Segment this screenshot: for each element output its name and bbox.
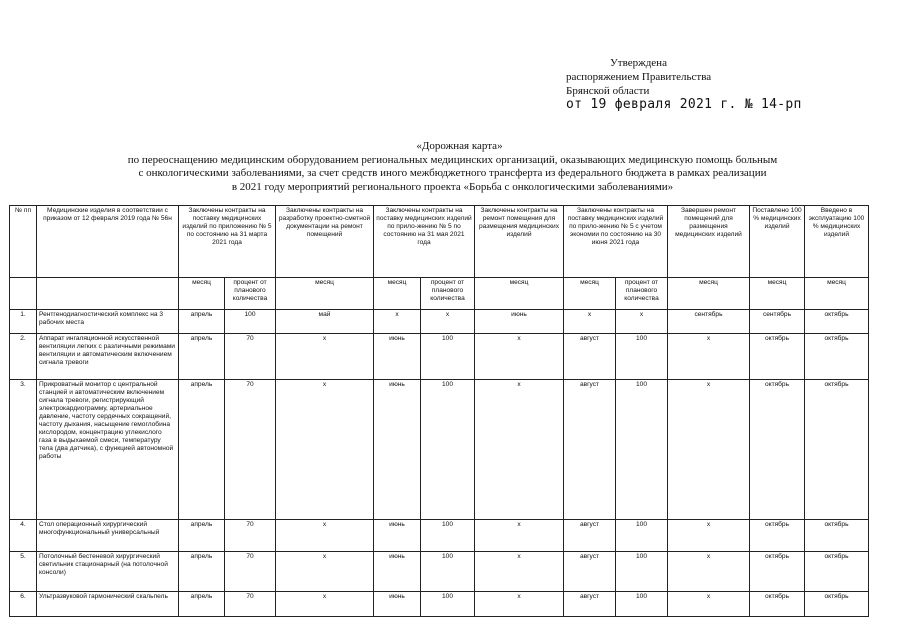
title-line2: по переоснащению медицинским оборудованием региональных медицинских организаций, оказывающих медицинскую помощь больным — [127, 153, 778, 166]
row-cell: х — [564, 310, 616, 334]
row-cell: 70 — [225, 592, 276, 617]
subheader-month: месяц — [805, 278, 869, 310]
subheader-empty — [10, 278, 37, 310]
row-cell: х — [475, 334, 564, 380]
approval-line1: Утверждена — [610, 57, 667, 69]
table-row — [10, 310, 869, 334]
row-item-name: Ультразвуковой гармонический скальпель — [37, 592, 179, 617]
row-cell: октябрь — [805, 552, 869, 592]
subheader-month: месяц — [374, 278, 421, 310]
row-cell: август — [564, 334, 616, 380]
row-number: 3. — [10, 380, 37, 520]
row-cell: июнь — [374, 592, 421, 617]
row-cell: август — [564, 592, 616, 617]
row-item-name: Прикроватный монитор с центральной станцией и автоматическим включением сигнала тревоги, регистрирующий электрокардиограмму, артериальное давление, частоту сердечных сокращений, частоту дыхания, насыщение гемоглобина кислородом, концентрацию углекислого газа в выдыхаемой смеси, температуру тела (два датчика), с функцией автономной работы — [37, 380, 179, 520]
row-cell: октябрь — [750, 520, 805, 552]
row-cell: октябрь — [750, 592, 805, 617]
title-line4: в 2021 году мероприятий регионального проекта «Борьба с онкологическими заболеваниями» — [231, 180, 674, 193]
table-row — [10, 380, 869, 520]
roadmap-table — [9, 205, 869, 617]
title-line1: «Дорожная карта» — [416, 140, 503, 152]
row-cell: апрель — [179, 552, 225, 592]
row-cell: апрель — [179, 310, 225, 334]
row-number: 1. — [10, 310, 37, 334]
row-number: 6. — [10, 592, 37, 617]
row-cell: 100 — [616, 520, 668, 552]
row-cell: х — [668, 334, 750, 380]
row-cell: июнь — [374, 380, 421, 520]
row-cell: июнь — [475, 310, 564, 334]
row-cell: апрель — [179, 334, 225, 380]
row-cell: х — [276, 334, 374, 380]
subheader-month: месяц — [750, 278, 805, 310]
row-cell: июнь — [374, 520, 421, 552]
document-title — [0, 140, 905, 194]
row-cell: х — [475, 552, 564, 592]
row-cell: май — [276, 310, 374, 334]
row-item-name: Стол операционный хирургический многофункциональный универсальный — [37, 520, 179, 552]
table-row — [10, 334, 869, 380]
header-operated: Введено в эксплуатацию 100 % медицинских изделий — [805, 206, 869, 278]
row-cell: х — [668, 520, 750, 552]
row-cell: 100 — [616, 380, 668, 520]
row-cell: х — [276, 552, 374, 592]
approval-line2: распоряжением Правительства — [566, 71, 712, 83]
row-cell: х — [276, 380, 374, 520]
row-cell: сентябрь — [750, 310, 805, 334]
row-cell: х — [475, 380, 564, 520]
row-cell: 100 — [616, 592, 668, 617]
header-contracts-supply3: Заключены контракты на поставку медицинских изделий по прило-жению № 5 с учетом экономии по состоянию на 30 июня 2021 года — [564, 206, 668, 278]
header-delivered: Поставлено 100 % медицинских изделий — [750, 206, 805, 278]
subheader-month: месяц — [475, 278, 564, 310]
header-repair-done: Завершен ремонт помещений для размещения медицинских изделий — [668, 206, 750, 278]
row-cell: 70 — [225, 380, 276, 520]
header-contracts-supply: Заключены контракты на поставку медицинских изделий по приложению № 5 по состоянию на 31 марта 2021 года — [179, 206, 276, 278]
row-cell: х — [374, 310, 421, 334]
row-cell: х — [668, 552, 750, 592]
header-contracts-supply2: Заключены контракты на поставку медицинских изделий по прило-жению № 5 по состоянию на 31 мая 2021 года — [374, 206, 475, 278]
row-cell: 100 — [421, 592, 475, 617]
row-cell: х — [668, 592, 750, 617]
header-contracts-repair: Заключены контракты на ремонт помещения для размещения медицинских изделий — [475, 206, 564, 278]
row-cell: 100 — [616, 552, 668, 592]
row-cell: октябрь — [805, 520, 869, 552]
table-body — [10, 310, 869, 617]
row-cell: х — [276, 520, 374, 552]
row-cell: 100 — [421, 380, 475, 520]
row-cell: август — [564, 380, 616, 520]
row-number: 4. — [10, 520, 37, 552]
title-line3: с онкологическими заболеваниями, за счет средств иного межбюджетного трансферта из федерального бюджета в рамках реализации — [138, 167, 767, 179]
row-cell: х — [276, 592, 374, 617]
approval-line3: Брянской области — [566, 85, 650, 97]
row-cell: 100 — [421, 552, 475, 592]
row-cell: июнь — [374, 552, 421, 592]
table-row — [10, 592, 869, 617]
row-cell: октябрь — [805, 310, 869, 334]
row-cell: х — [475, 592, 564, 617]
row-cell: апрель — [179, 520, 225, 552]
row-item-name: Рентгенодиагностический комплекс на 3 рабочих места — [37, 310, 179, 334]
row-cell: июнь — [374, 334, 421, 380]
row-cell: октябрь — [805, 380, 869, 520]
row-cell: сентябрь — [668, 310, 750, 334]
row-item-name: Аппарат ингаляционной искусственной вентиляции легких с различными режимами вентиляции и автоматическим включением сигнала тревоги — [37, 334, 179, 380]
subheader-month: месяц — [276, 278, 374, 310]
table-row — [10, 552, 869, 592]
row-cell: апрель — [179, 380, 225, 520]
row-cell: х — [475, 520, 564, 552]
approval-date: от 19 февраля 2021 г. № 14-рп — [566, 97, 802, 112]
row-cell: 70 — [225, 520, 276, 552]
row-cell: 100 — [421, 334, 475, 380]
row-cell: август — [564, 520, 616, 552]
row-item-name: Потолочный бестеневой хирургический светильник стационарный (на потолочной консоли) — [37, 552, 179, 592]
row-cell: октябрь — [805, 592, 869, 617]
subheader-month: месяц — [564, 278, 616, 310]
row-cell: х — [421, 310, 475, 334]
table-row — [10, 520, 869, 552]
row-cell: 100 — [225, 310, 276, 334]
row-number: 5. — [10, 552, 37, 592]
subheader-month: месяц — [668, 278, 750, 310]
row-cell: октябрь — [750, 334, 805, 380]
row-cell: август — [564, 552, 616, 592]
subheader-percent: процент от планового количества — [225, 278, 276, 310]
row-number: 2. — [10, 334, 37, 380]
row-cell: х — [616, 310, 668, 334]
header-contracts-design: Заключены контракты на разработку проектно-сметной документации на ремонт помещений — [276, 206, 374, 278]
row-cell: апрель — [179, 592, 225, 617]
subheader-percent: процент от планового количества — [421, 278, 475, 310]
subheader-percent: процент от планового количества — [616, 278, 668, 310]
approval-block — [566, 56, 802, 112]
row-cell: октябрь — [750, 380, 805, 520]
subheader-empty — [37, 278, 179, 310]
header-no: № пп — [10, 206, 37, 278]
header-items: Медицинские изделия в соответствии с приказом от 12 февраля 2019 года № 56н — [37, 206, 179, 278]
row-cell: 70 — [225, 334, 276, 380]
row-cell: октябрь — [750, 552, 805, 592]
subheader-month: месяц — [179, 278, 225, 310]
row-cell: х — [668, 380, 750, 520]
row-cell: 100 — [421, 520, 475, 552]
row-cell: 70 — [225, 552, 276, 592]
row-cell: 100 — [616, 334, 668, 380]
row-cell: октябрь — [805, 334, 869, 380]
